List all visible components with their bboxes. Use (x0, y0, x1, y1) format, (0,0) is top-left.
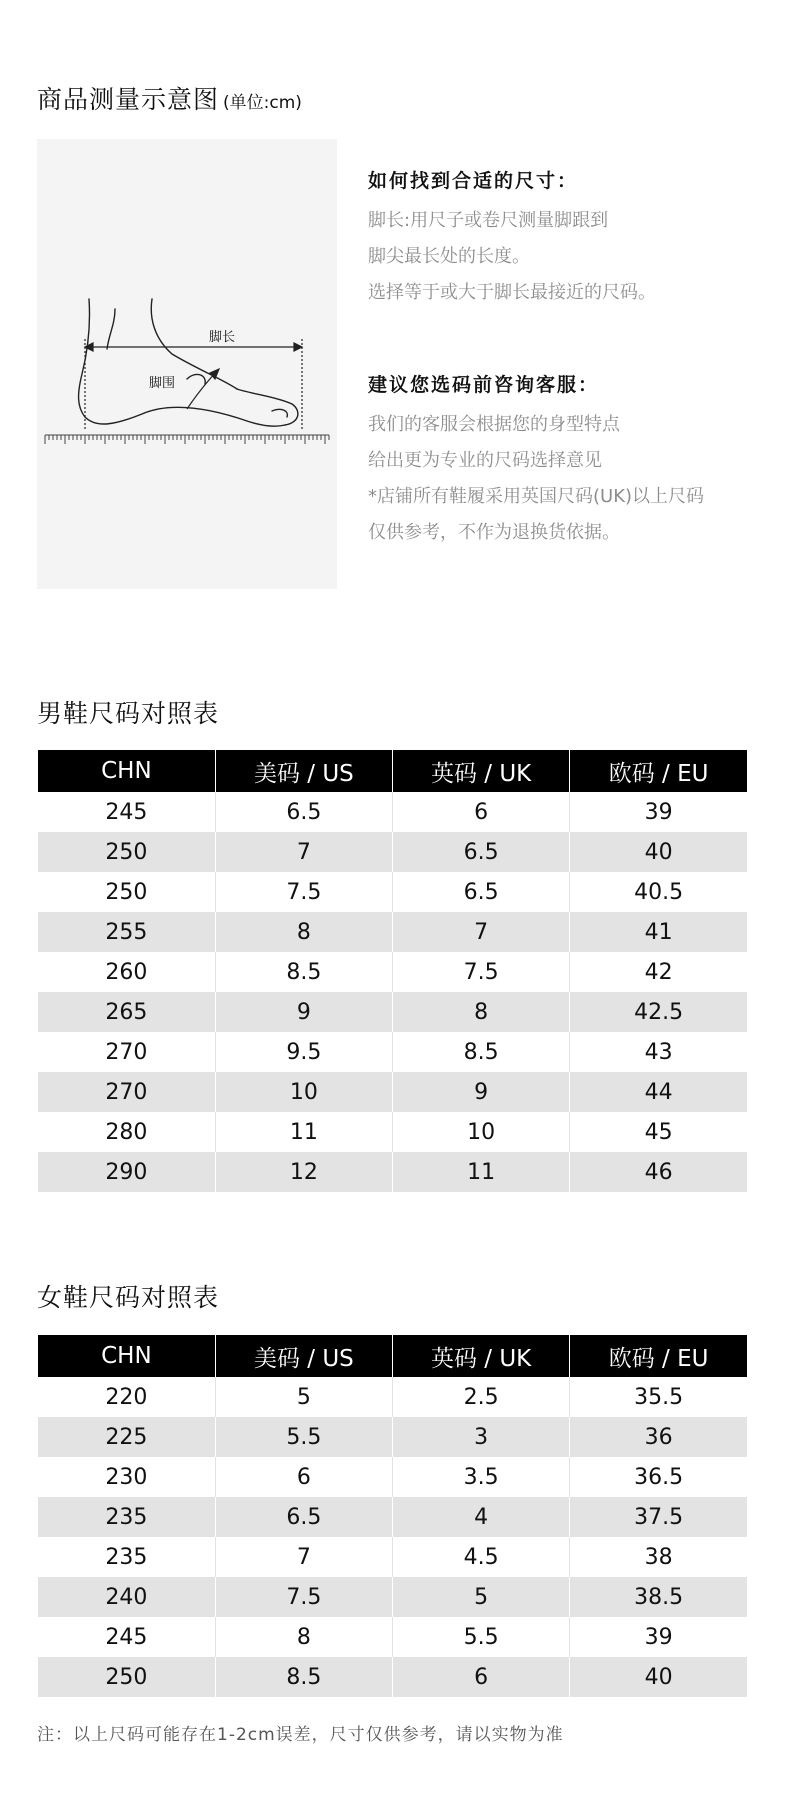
column-header: 欧码 / EU (570, 750, 747, 792)
table-cell: 250 (38, 872, 215, 912)
table-cell: 10 (393, 1112, 570, 1152)
table-cell: 5.5 (215, 1417, 392, 1457)
men-size-title: 男鞋尺码对照表 (37, 699, 220, 728)
column-header: 欧码 / EU (570, 1335, 747, 1377)
table-cell: 6.5 (393, 872, 570, 912)
table-cell: 265 (38, 992, 215, 1032)
table-cell: 38.5 (570, 1577, 747, 1617)
advice-line: *店铺所有鞋履采用英国尺码(UK)以上尺码 (368, 486, 705, 507)
table-row (38, 1152, 747, 1192)
table-cell: 235 (38, 1497, 215, 1537)
table-cell: 38 (570, 1537, 747, 1577)
table-cell: 6.5 (215, 792, 392, 832)
table-cell: 6 (393, 1657, 570, 1697)
advice-line: 我们的客服会根据您的身型特点 (368, 414, 620, 435)
foot-diagram (37, 139, 337, 589)
table-header-row (38, 750, 747, 792)
table-cell: 290 (38, 1152, 215, 1192)
table-cell: 45 (570, 1112, 747, 1152)
column-header: 英码 / UK (393, 1335, 570, 1377)
table-cell: 225 (38, 1417, 215, 1457)
table-cell: 235 (38, 1537, 215, 1577)
column-header: 英码 / UK (393, 750, 570, 792)
table-cell: 7 (215, 1537, 392, 1577)
table-cell: 12 (215, 1152, 392, 1192)
table-cell: 42 (570, 952, 747, 992)
table-row (38, 872, 747, 912)
table-cell: 37.5 (570, 1497, 747, 1537)
table-cell: 46 (570, 1152, 747, 1192)
table-cell: 7 (393, 912, 570, 952)
table-cell: 7.5 (215, 1577, 392, 1617)
table-row (38, 912, 747, 952)
foot-length-label: 脚长 (209, 330, 236, 345)
table-row (38, 1497, 747, 1537)
table-header-row (38, 1335, 747, 1377)
table-cell: 9.5 (215, 1032, 392, 1072)
table-row (38, 1617, 747, 1657)
table-row (38, 1537, 747, 1577)
women-size-table (38, 1335, 747, 1697)
table-cell: 40.5 (570, 872, 747, 912)
table-cell: 8.5 (215, 952, 392, 992)
table-cell: 11 (393, 1152, 570, 1192)
how-to-line: 选择等于或大于脚长最接近的尺码。 (368, 282, 656, 303)
column-header: CHN (38, 1335, 215, 1377)
table-row (38, 1112, 747, 1152)
table-cell: 39 (570, 792, 747, 832)
table-cell: 8.5 (215, 1657, 392, 1697)
table-cell: 40 (570, 1657, 747, 1697)
table-cell: 3 (393, 1417, 570, 1457)
measure-title-text: 商品测量示意图 (37, 85, 220, 114)
advice-heading: 建议您选码前咨询客服： (368, 374, 600, 396)
table-cell: 8 (215, 1617, 392, 1657)
table-cell: 260 (38, 952, 215, 992)
table-cell: 35.5 (570, 1377, 747, 1417)
table-cell: 4.5 (393, 1537, 570, 1577)
table-cell: 8 (215, 912, 392, 952)
table-row (38, 1417, 747, 1457)
table-cell: 8.5 (393, 1032, 570, 1072)
table-row (38, 952, 747, 992)
table-cell: 42.5 (570, 992, 747, 1032)
advice-section (368, 370, 778, 551)
foot-illustration (37, 139, 337, 589)
table-cell: 270 (38, 1072, 215, 1112)
how-to-line: 脚长:用尺子或卷尺测量脚跟到 (368, 210, 609, 231)
table-cell: 240 (38, 1577, 215, 1617)
table-cell: 6.5 (393, 832, 570, 872)
table-cell: 41 (570, 912, 747, 952)
table-row (38, 992, 747, 1032)
table-cell: 36 (570, 1417, 747, 1457)
table-row (38, 832, 747, 872)
table-row (38, 1377, 747, 1417)
men-size-table (38, 750, 747, 1192)
women-size-title: 女鞋尺码对照表 (37, 1283, 220, 1312)
measure-title (37, 80, 302, 116)
table-cell: 40 (570, 832, 747, 872)
table-cell: 6 (393, 792, 570, 832)
advice-line: 仅供参考，不作为退换货依据。 (368, 522, 620, 543)
footnote: 注：以上尺码可能存在1-2cm误差，尺寸仅供参考，请以实物为准 (37, 1725, 564, 1745)
foot-girth-label: 脚围 (149, 376, 176, 391)
table-cell: 6.5 (215, 1497, 392, 1537)
table-cell: 6 (215, 1457, 392, 1497)
table-cell: 245 (38, 1617, 215, 1657)
table-cell: 280 (38, 1112, 215, 1152)
table-cell: 8 (393, 992, 570, 1032)
table-cell: 245 (38, 792, 215, 832)
how-to-section (368, 166, 778, 311)
measure-unit: (单位:cm) (223, 93, 302, 113)
table-cell: 250 (38, 1657, 215, 1697)
table-row (38, 1577, 747, 1617)
table-cell: 9 (393, 1072, 570, 1112)
table-cell: 11 (215, 1112, 392, 1152)
table-cell: 7.5 (393, 952, 570, 992)
table-cell: 3.5 (393, 1457, 570, 1497)
table-row (38, 1457, 747, 1497)
table-cell: 2.5 (393, 1377, 570, 1417)
table-cell: 220 (38, 1377, 215, 1417)
table-cell: 5.5 (393, 1617, 570, 1657)
table-cell: 43 (570, 1032, 747, 1072)
table-cell: 230 (38, 1457, 215, 1497)
table-cell: 4 (393, 1497, 570, 1537)
table-cell: 44 (570, 1072, 747, 1112)
table-cell: 36.5 (570, 1457, 747, 1497)
table-row (38, 1032, 747, 1072)
how-to-heading: 如何找到合适的尺寸： (368, 170, 579, 192)
column-header: 美码 / US (215, 1335, 392, 1377)
table-cell: 255 (38, 912, 215, 952)
table-cell: 9 (215, 992, 392, 1032)
table-cell: 250 (38, 832, 215, 872)
table-cell: 10 (215, 1072, 392, 1112)
table-cell: 39 (570, 1617, 747, 1657)
table-cell: 7 (215, 832, 392, 872)
how-to-line: 脚尖最长处的长度。 (368, 246, 530, 267)
table-row (38, 1072, 747, 1112)
column-header: CHN (38, 750, 215, 792)
table-cell: 5 (215, 1377, 392, 1417)
table-cell: 270 (38, 1032, 215, 1072)
table-row (38, 792, 747, 832)
table-cell: 5 (393, 1577, 570, 1617)
leg-outline (79, 299, 90, 417)
table-cell: 7.5 (215, 872, 392, 912)
table-row (38, 1657, 747, 1697)
advice-line: 给出更为专业的尺码选择意见 (368, 450, 602, 471)
column-header: 美码 / US (215, 750, 392, 792)
